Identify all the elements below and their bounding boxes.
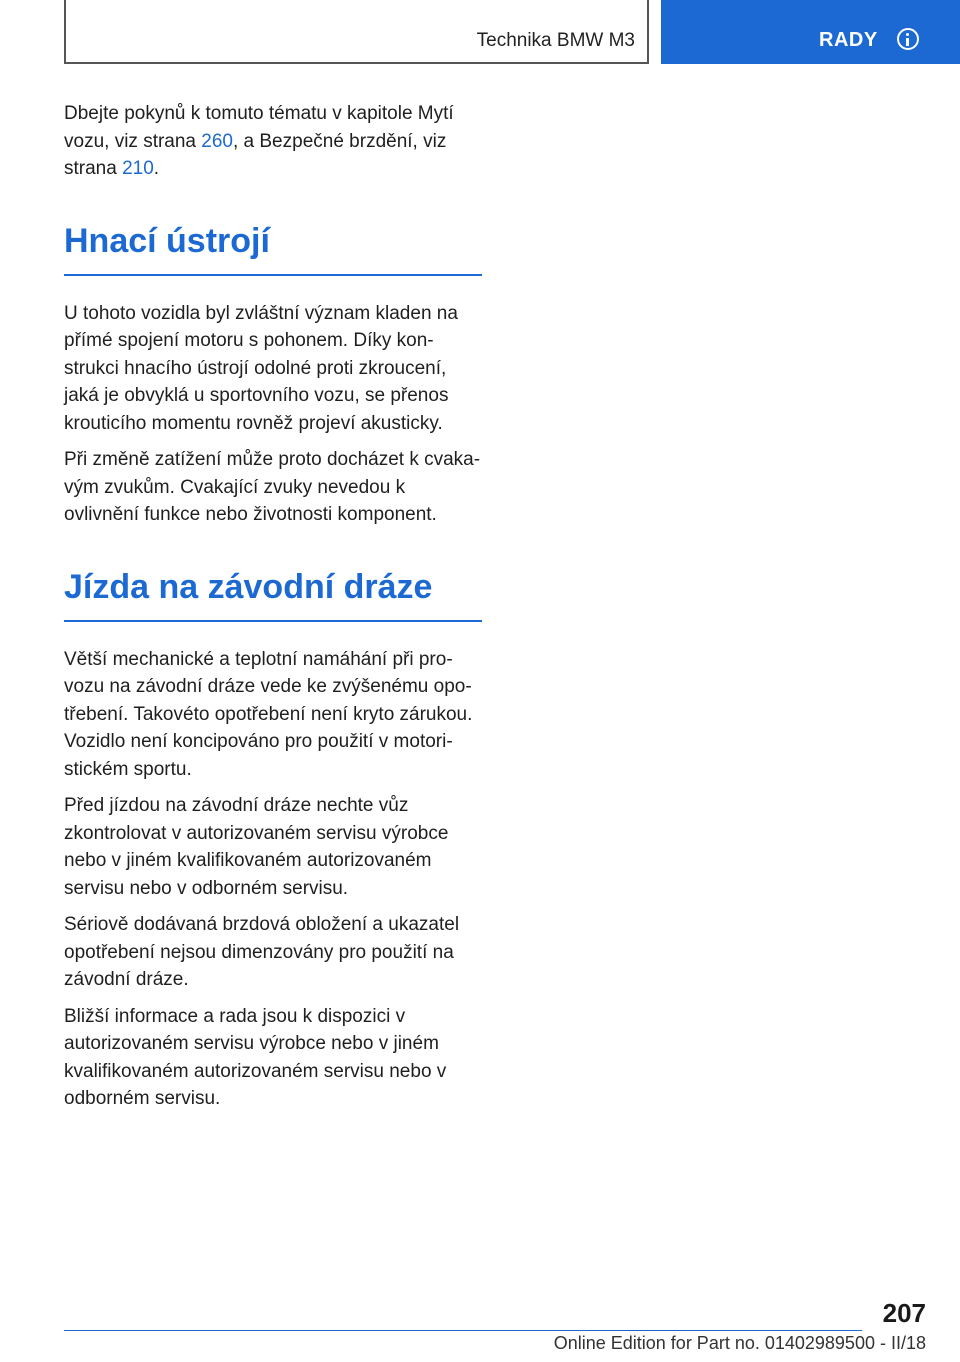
intro-text: , a Bezpečné brzdění, viz strana: [64, 130, 447, 179]
body-paragraph: U tohoto vozidla byl zvláštní význam kladen na přímé spojení motoru s pohonem. Díky konstrukci hnacího ústrojí odolné proti zkroucení, jaká je obvyklá u sportovního vozu, se přenos krouticího momentu rovněž projeví akusticky.: [64, 302, 458, 434]
body-paragraph: Při změně zatížení může proto docházet k cvakavým zvukům. Cvakající zvuky nevedou k ovlivnění funkce nebo životnosti komponent.: [64, 449, 481, 525]
body-paragraph: Před jízdou na závodní dráze nechte vůz zkontrolovat v autorizovaném servisu výrobce nebo v jiném kvalifikovaném autorizovaném servisu nebo v odborném servisu.: [64, 795, 449, 899]
header-section-tab[interactable]: [661, 0, 960, 64]
page-number: 207: [882, 1298, 926, 1328]
header-bar: [64, 0, 649, 64]
footer-edition: Online Edition for Part no. 01402989500 - II/18: [553, 1333, 926, 1353]
main-content: [64, 100, 482, 1122]
section-tag: RADY: [819, 29, 878, 51]
section-heading-drivetrain: Hnací ústrojí: [64, 219, 482, 276]
body-paragraph: Větší mechanické a teplotní namáhání při provozu na závodní dráze vede ke zvýšenému opotřebení. Takovéto opotřebení není kryto zárukou. Vozidlo není koncipováno pro použití v motoristickém sportu.: [64, 648, 473, 780]
intro-text: .: [153, 158, 160, 179]
intro-text: Dbejte pokynů k tomuto tématu v kapitole Mytí vozu, viz strana: [64, 103, 454, 152]
body-paragraph: Sériově dodávaná brzdová obložení a ukazatel opotřebení nejsou dimenzovány pro použití na závodní dráze.: [64, 914, 460, 990]
body-paragraph: Bližší informace a rada jsou k dispozici v autorizovaném servisu výrobce nebo v jiném kvalifikovaném autorizovaném servisu nebo v odborném servisu.: [64, 1005, 447, 1109]
page-link-260[interactable]: 260: [201, 130, 233, 152]
intro-paragraph: [64, 100, 482, 183]
section-heading-race-track: Jízda na závodní dráze: [64, 565, 482, 622]
footer-divider: [64, 1330, 862, 1331]
header-title: Technika BMW M3: [476, 30, 635, 51]
page-link-210[interactable]: 210: [122, 158, 154, 179]
info-icon[interactable]: [897, 28, 919, 50]
